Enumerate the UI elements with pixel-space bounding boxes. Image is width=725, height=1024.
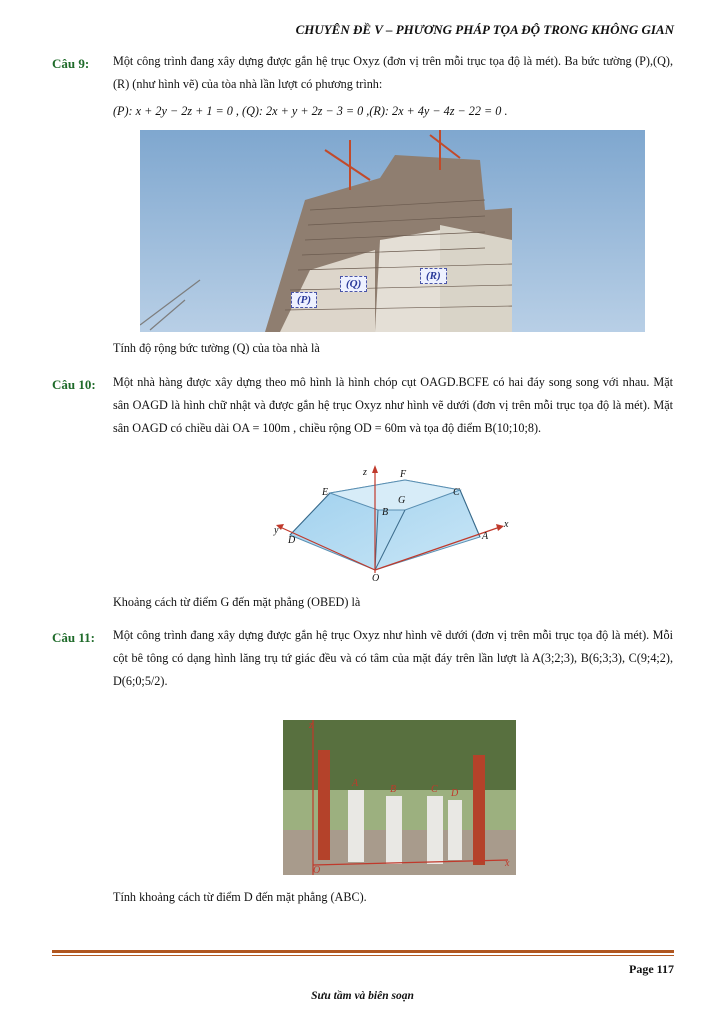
- column-c-label: C: [431, 784, 438, 795]
- columns-illustration: [283, 720, 516, 875]
- footer-rule-thick: [52, 950, 674, 953]
- question-11-label: Câu 11:: [52, 630, 95, 645]
- axis-y-label: y: [274, 525, 279, 536]
- point-c-label: C: [453, 487, 460, 498]
- axis-z-label: z: [363, 467, 367, 478]
- footer-rule-thin: [52, 955, 674, 956]
- column-a-label: A: [352, 778, 359, 789]
- point-a-label: A: [482, 531, 489, 542]
- question-10-prompt: Khoảng cách từ điểm G đến mặt phẳng (OBED) là: [113, 595, 361, 609]
- point-g-label: G: [398, 495, 406, 506]
- point-f-label: F: [400, 469, 407, 480]
- question-9-equations: (P): x + 2y − 2z + 1 = 0 , (Q): 2x + y + 2z − 3 = 0 ,(R): 2x + 4y − 4z − 22 = 0 .: [113, 104, 508, 118]
- footer-credit: Sưu tầm và biên soạn: [311, 990, 414, 1002]
- page-header: CHUYÊN ĐỀ V – PHƯƠNG PHÁP TỌA ĐỘ TRONG KHÔNG GIAN: [295, 22, 674, 37]
- origin-o-label: O: [313, 865, 321, 875]
- question-9-text: Một công trình đang xây dựng được gắn hệ trục Oxyz (đơn vị trên mỗi trục tọa độ là mét). Ba bức tường (P),(Q),(R) (như hình vẽ) của tòa nhà lần lượt có phương trình:: [113, 54, 673, 91]
- columns-photo: [283, 720, 516, 875]
- point-b-label: B: [382, 507, 389, 518]
- column-d-label: D: [451, 788, 459, 799]
- axis-x-label: x: [504, 519, 509, 530]
- question-11-prompt: Tính khoảng cách từ điểm D đến mặt phẳng (ABC).: [113, 890, 367, 904]
- question-9-prompt: Tính độ rộng bức tường (Q) của tòa nhà là: [113, 341, 320, 355]
- wall-p-tag: (P): [291, 292, 317, 308]
- question-11-text: Một công trình đang xây dựng được gắn hệ trục Oxyz như hình vẽ dưới (đơn vị trên mỗi trục tọa độ là mét). Mỗi cột bê tông có dạng hình lăng trụ tứ giác đều và có tâm của mặt đáy trên lần lượt là A(3;2;3), B(6;3;3), C(9;4;2), D(6;0;5/2).: [113, 628, 673, 688]
- question-10-label: Câu 10:: [52, 377, 96, 392]
- frustum-figure: [270, 465, 520, 585]
- point-d-label: D: [288, 535, 296, 546]
- wall-q-tag: (Q): [340, 276, 367, 292]
- building-illustration: [140, 130, 645, 332]
- axis-z-label: z: [309, 720, 313, 731]
- axis-x-label: x: [505, 858, 510, 869]
- page-number: Page 117: [629, 962, 674, 976]
- point-e-label: E: [322, 487, 329, 498]
- wall-r-tag: (R): [420, 268, 447, 284]
- question-10-text: Một nhà hàng được xây dựng theo mô hình là hình chóp cụt OAGD.BCFE có hai đáy song song với nhau. Mặt sân OAGD là hình chữ nhật và được gắn hệ trục Oxyz như hình vẽ dưới (đơn vị trên mỗi trục tọa độ là mét). Mặt sân OAGD có chiều dài OA = 100m , chiều rộng OD = 60m và tọa độ điểm B(10;10;8).: [113, 375, 673, 435]
- frustum-diagram: [270, 465, 520, 585]
- question-9-label: Câu 9:: [52, 56, 90, 71]
- building-photo: [140, 130, 645, 332]
- point-o-label: O: [372, 573, 380, 584]
- column-b-label: B: [390, 784, 397, 795]
